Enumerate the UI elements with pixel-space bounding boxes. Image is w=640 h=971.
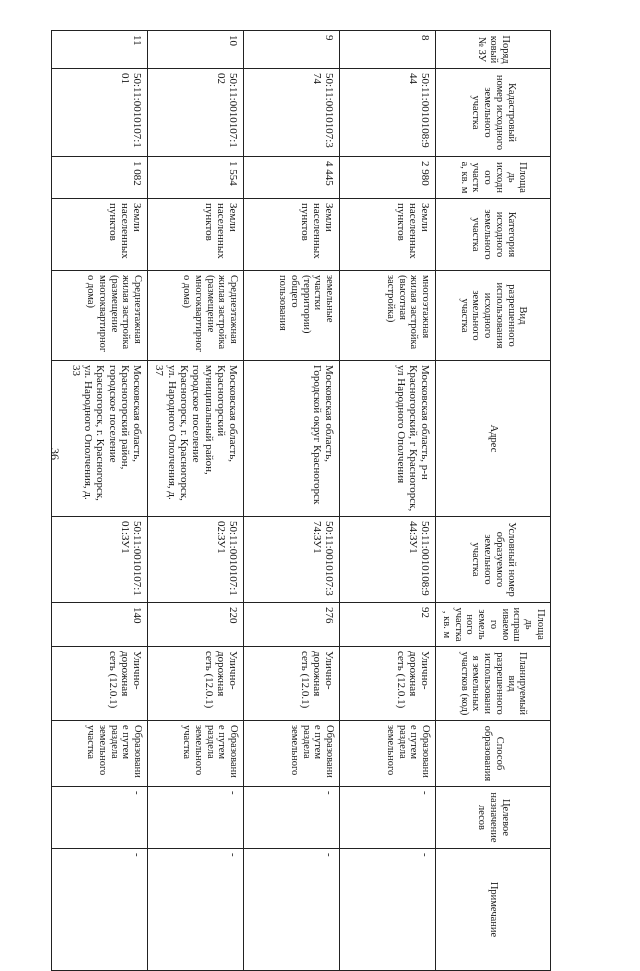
cell-planned-use: Улично-дорожная сеть (12.0.1)	[52, 647, 148, 721]
cell-cond-num: 50:11:0010107:101:ЗУ1	[52, 517, 148, 603]
cell-category: Земли населенных пунктов	[244, 199, 340, 271]
col-header: Порядковый № ЗУ	[436, 31, 551, 69]
cell-area-src: 1 082	[52, 157, 148, 199]
col-header: Кадастровый номер исходного земельного участка	[436, 69, 551, 157]
cell-planned-use: Улично-дорожная сеть (12.0.1)	[148, 647, 244, 721]
cell-planned-use: Улично-дорожная сеть (12.0.1)	[244, 647, 340, 721]
cell-num: 10	[148, 31, 244, 69]
table-row	[52, 31, 148, 971]
cell-area-src: 1 554	[148, 157, 244, 199]
cell-cond-num: 50:11:0010108:944:ЗУ1	[340, 517, 436, 603]
col-header: Категория исходного земельного участка	[436, 199, 551, 271]
cell-forest: -	[52, 787, 148, 849]
col-header: Целевое назначение лесов	[436, 787, 551, 849]
page-number: 36	[48, 448, 62, 460]
col-header: Адрес	[436, 361, 551, 517]
cell-category: Земли населенных пунктов	[340, 199, 436, 271]
cell-cadastral: 50:11:0010107:101	[52, 69, 148, 157]
col-header: Вид разрешенного использования исходного земельного участка	[436, 271, 551, 361]
rotated-document	[69, 30, 551, 938]
cell-num: 11	[52, 31, 148, 69]
table-row	[244, 31, 340, 971]
cell-forest: -	[148, 787, 244, 849]
col-header: Способ образования	[436, 721, 551, 787]
cell-note: -	[52, 849, 148, 971]
cell-forest: -	[340, 787, 436, 849]
cell-address: Московская область, Городской округ Красногорск	[244, 361, 340, 517]
cell-use-src: Среднеэтажная жилая застройка (размещение многоквартирного дома)	[52, 271, 148, 361]
col-header: Примечание	[436, 849, 551, 971]
cell-address: Московская область, Красногорский муниципальный район, городское поселение Красногорск, г. Красногорск, ул. Народного Ополчения, д. 37	[148, 361, 244, 517]
cell-use-src: земельные участки (территории) общего пользования	[244, 271, 340, 361]
table-row	[148, 31, 244, 971]
cell-area-src: 4 445	[244, 157, 340, 199]
cell-num: 8	[340, 31, 436, 69]
cell-cadastral: 50:11:0010107:102	[148, 69, 244, 157]
cell-method: Образование путем раздела земельного участка	[52, 721, 148, 787]
cell-address: Московская область, р-н Красногорский, г Красногорск, ул Народного Ополчения	[340, 361, 436, 517]
cell-use-src: Среднеэтажная жилая застройка (размещение многоквартирного дома)	[148, 271, 244, 361]
cell-method: Образование путем раздела земельного	[340, 721, 436, 787]
cell-category: Земли населенных пунктов	[148, 199, 244, 271]
cell-note: -	[244, 849, 340, 971]
table-header-row	[436, 31, 551, 971]
cell-address: Московская область, Красногорский район, городское поселение Красногорск, г. Красногорск, ул. Народного Ополчения, д. 33	[52, 361, 148, 517]
cell-note: -	[340, 849, 436, 971]
cell-note: -	[148, 849, 244, 971]
cell-area-req: 276	[244, 603, 340, 647]
cell-planned-use: Улично-дорожная сеть (12.0.1)	[340, 647, 436, 721]
cell-method: Образование путем раздела земельного участка	[148, 721, 244, 787]
table-row	[340, 31, 436, 971]
cell-cadastral: 50:11:0010108:944	[340, 69, 436, 157]
cell-forest: -	[244, 787, 340, 849]
cell-area-req: 140	[52, 603, 148, 647]
cell-method: Образование путем раздела земельного	[244, 721, 340, 787]
col-header: Площадь исходного участка, кв. м	[436, 157, 551, 199]
cell-area-req: 92	[340, 603, 436, 647]
cell-use-src: многоэтажная жилая застройка (высотная застройка)	[340, 271, 436, 361]
cell-cond-num: 50:11:0010107:374:ЗУ1	[244, 517, 340, 603]
col-header: Площадь испрашиваемого земельного участка, кв. м	[436, 603, 551, 647]
cell-num: 9	[244, 31, 340, 69]
cell-area-req: 220	[148, 603, 244, 647]
parcel-table	[51, 30, 551, 971]
cell-category: Земли населенных пунктов	[52, 199, 148, 271]
col-header: Условный номер образуемого земельного участка	[436, 517, 551, 603]
col-header: Планируемый вид разрешенного использования земельных участков (код)	[436, 647, 551, 721]
cell-cond-num: 50:11:0010107:102:ЗУ1	[148, 517, 244, 603]
cell-cadastral: 50:11:0010107:374	[244, 69, 340, 157]
cell-area-src: 2 980	[340, 157, 436, 199]
